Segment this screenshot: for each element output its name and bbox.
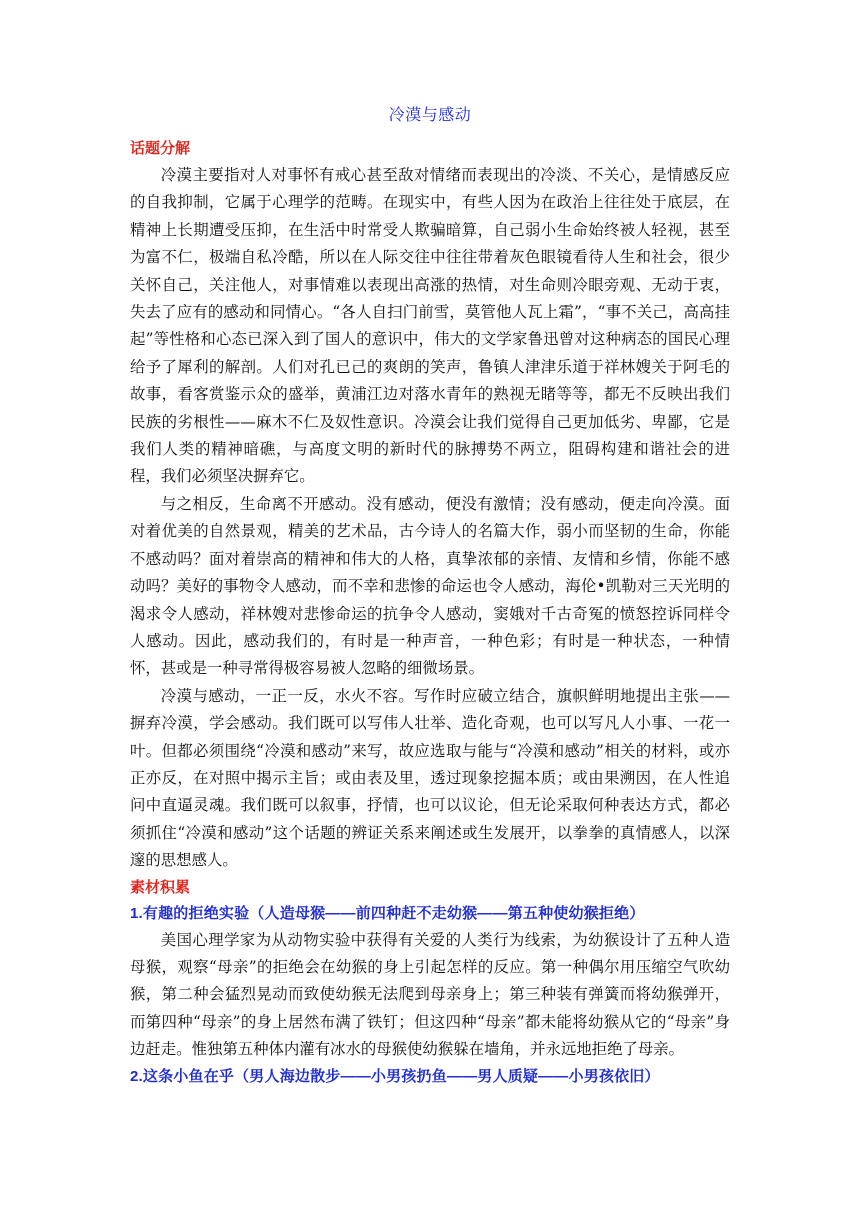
paragraph-apathy: 冷漠主要指对人对事怀有戒心甚至敌对情绪而表现出的冷淡、不关心，是情感反应的自我抑制，它属于心理学的范畴。在现实中，有些人因为在政治上往往处于底层，在精神上长期遭受压抑，在生活中时常受人欺骗暗算，自己弱小生命始终被人轻视，甚至为富不仁，极端自私冷酷，所以在人际交往中往往带着灰色眼镜看待人生和社会，很少关怀自己，关注他人，对事情难以表现出高涨的热情，对生命则冷眼旁观、无动于衷，失去了应有的感动和同情心。“各人自扫门前雪，莫管他人瓦上霜”，“事不关己，高高挂起”等性格和心态已深入到了国人的意识中，伟大的文学家鲁迅曾对这种病态的国民心理给予了犀利的解剖。人们对孔已己的爽朗的笑声，鲁镇人津津乐道于祥林嫂关于阿毛的故事，看客赏鉴示众的盛举，黄浦江边对落水青年的熟视无睹等等，都无不反映出我们民族的劣根性——麻木不仁及奴性意识。冷漠会让我们觉得自己更加低劣、卑鄙，它是我们人类的精神暗礁，与高度文明的新时代的脉搏势不两立，阻碍构建和谐社会的进程，我们必须坚决摒弃它。 [130,166,730,486]
section-heading-topic-analysis: 话题分解 [130,140,191,157]
section-heading-material-accumulation: 素材积累 [130,878,191,896]
material-item-2-heading: 2.这条小鱼在乎（男人海边散步——小男孩扔鱼——男人质疑——小男孩依旧） [130,1067,660,1085]
document-title: 冷漠与感动 [388,105,472,124]
material-item-1-heading: 1.有趣的拒绝实验（人造母猴——前四种赶不走幼猴——第五种使幼猴拒绝） [130,904,645,922]
document-body [130,136,730,1090]
material-item-1-paragraph: 美国心理学家为从动物实验中获得有关爱的人类行为线索，为幼猴设计了五种人造母猴，观察“母亲”的拒绝会在幼猴的身上引起怎样的反应。第一种偶尔用压缩空气吹幼猴，第二种会猛烈晃动而致使幼猴无法爬到母亲身上；第三种装有弹簧而将幼猴弹开，而第四种“母亲”的身上居然布满了铁钉；但这四种“母亲”都未能将幼猴从它的“母亲”身边赶走。惟独第五种体内灌有冰水的母猴使幼猴躲在墙角，并永远地拒绝了母亲。 [130,930,730,1059]
paragraph-being-moved: 与之相反，生命离不开感动。没有感动，便没有激情；没有感动，便走向冷漠。面对着优美的自然景观，精美的艺术品，古今诗人的名篇大作，弱小而坚韧的生命，你能不感动吗？面对着崇高的精神和伟大的人格，真挚浓郁的亲情、友情和乡情，你能不感动吗？美好的事物令人感动，而不幸和悲惨的命运也令人感动，海伦•凯勒对三天光明的渴求令人感动，祥林嫂对悲惨命运的抗争令人感动，窦娥对千古奇冤的愤怒控诉同样令人感动。因此，感动我们的，有时是一种声音，一种色彩；有时是一种状态，一种情怀，甚或是一种寻常得极容易被人忽略的细微场景。 [130,494,730,678]
paragraph-writing-guidance: 冷漠与感动，一正一反，水火不容。写作时应破立结合，旗帜鲜明地提出主张——摒弃冷漠，学会感动。我们既可以写伟人壮举、造化奇观，也可以写凡人小事、一花一叶。但都必须围绕“冷漠和感动”来写，故应选取与能与“冷漠和感动”相关的材料，或亦正亦反，在对照中揭示主旨；或由表及里，透过现象挖掘本质；或由果溯因，在人性追问中直逼灵魂。我们既可以叙事，抒情，也可以议论，但无论采取何种表达方式，都必须抓住“冷漠和感动”这个话题的辨证关系来阐述或生发展开，以拳拳的真情感人，以深邃的思想感人。 [130,686,730,870]
